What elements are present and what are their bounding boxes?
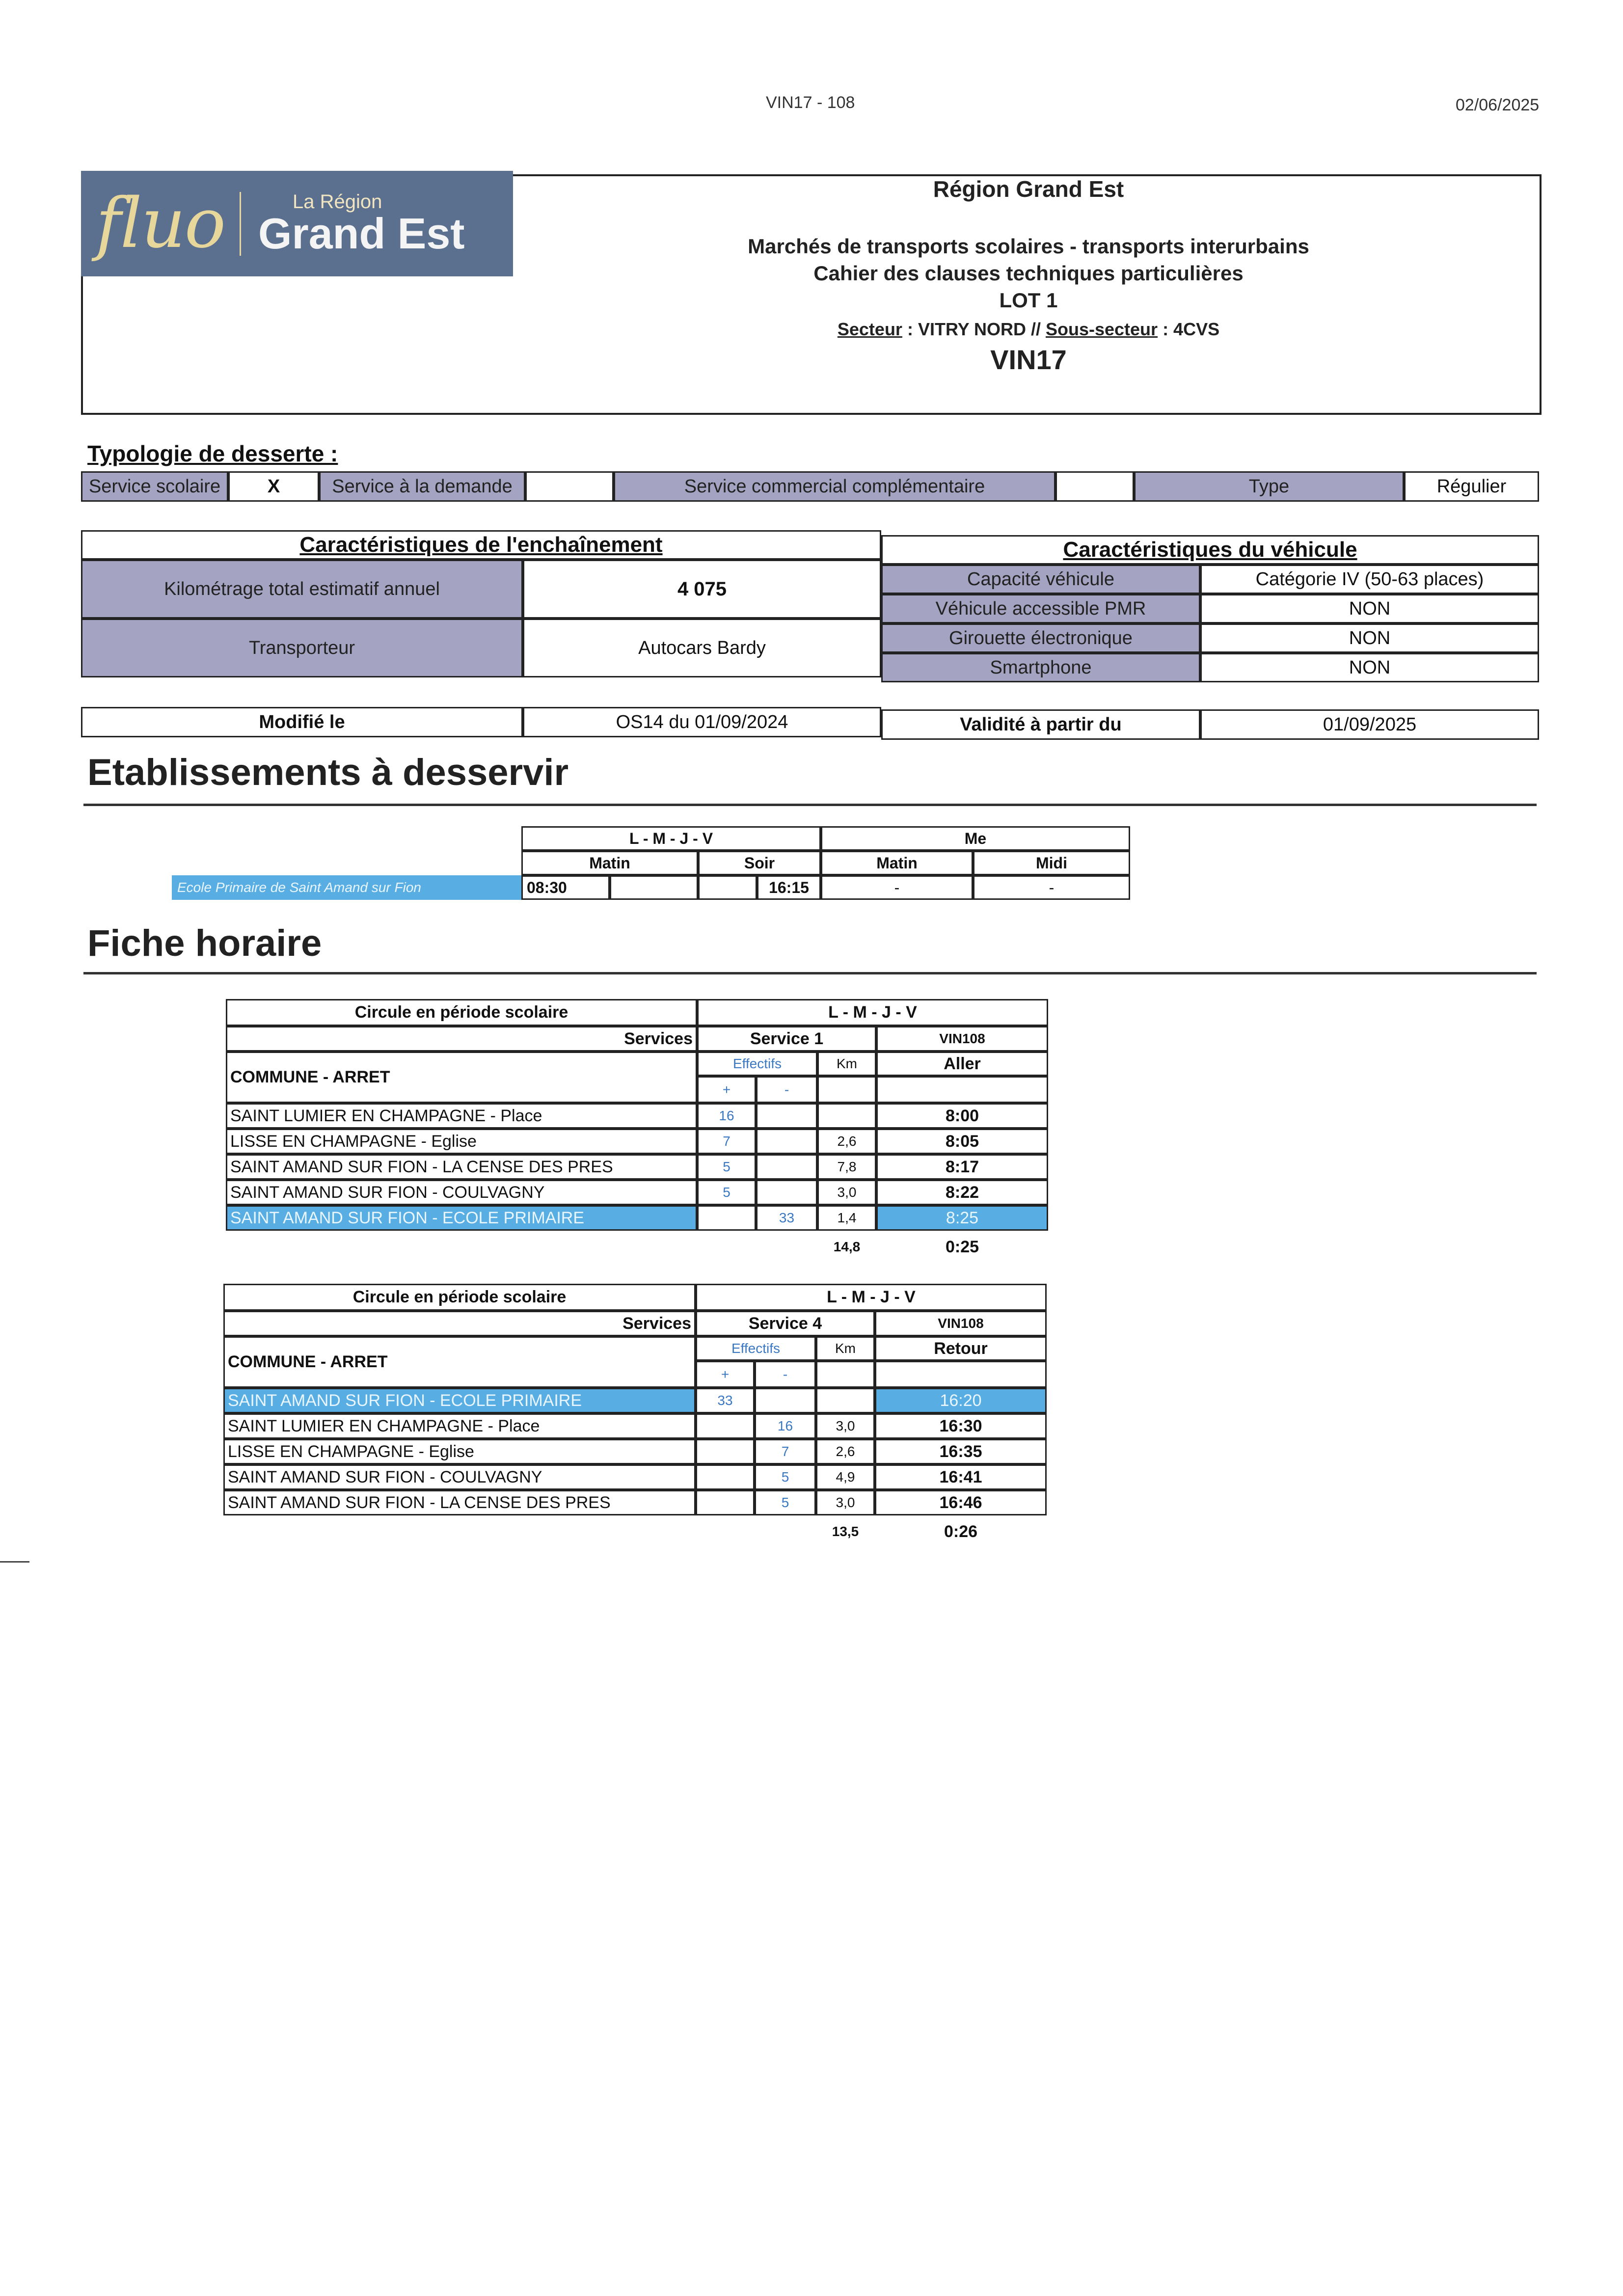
table-row-stop: SAINT AMAND SUR FION - LA CENSE DES PRES <box>223 1490 696 1515</box>
document-date: 02/06/2025 <box>1456 96 1540 114</box>
km-label: Kilométrage total estimatif annuel <box>81 560 523 619</box>
table-row-stop: SAINT AMAND SUR FION - COULVAGNY <box>226 1180 697 1205</box>
tt1-km-label: Km <box>817 1052 876 1076</box>
etab-lmjv-header: L - M - J - V <box>521 826 821 851</box>
service-demande-value <box>525 471 614 502</box>
table-row-stop: SAINT AMAND SUR FION - ECOLE PRIMAIRE <box>226 1205 697 1231</box>
table-row-km <box>817 1103 876 1129</box>
table-row-plus: 33 <box>696 1388 755 1413</box>
type-label: Type <box>1134 471 1404 502</box>
tt2-dir-blank <box>875 1361 1047 1388</box>
tt1-direction: Aller <box>876 1052 1048 1076</box>
table-row-plus <box>696 1490 755 1515</box>
service-scolaire-value: X <box>228 471 319 502</box>
tt1-commune-label: COMMUNE - ARRET <box>226 1052 697 1103</box>
table-row-km: 3,0 <box>817 1180 876 1205</box>
enchainement-title: Caractéristiques de l'enchaînement <box>81 530 881 560</box>
transporteur-label: Transporteur <box>81 619 523 677</box>
table-row-plus <box>697 1205 756 1231</box>
modifie-label: Modifié le <box>81 707 523 737</box>
tt2-total-time: 0:26 <box>944 1522 978 1541</box>
tt1-km-blank <box>817 1076 876 1103</box>
fiche-rule <box>83 972 1537 974</box>
typologie-title: Typologie de desserte : <box>87 441 338 466</box>
validite-label: Validité à partir du <box>881 709 1200 740</box>
table-row-minus: 7 <box>755 1439 816 1464</box>
table-row-plus <box>696 1439 755 1464</box>
tt2-services-label: Services <box>223 1311 696 1336</box>
table-row-time: 16:20 <box>875 1388 1047 1413</box>
table-row-minus: 5 <box>755 1490 816 1515</box>
vehicule-pmr-label: Véhicule accessible PMR <box>881 594 1200 623</box>
table-row-minus <box>756 1154 817 1180</box>
tt2-days: L - M - J - V <box>696 1284 1047 1311</box>
logo-separator <box>240 192 241 256</box>
tt2-total-km: 13,5 <box>832 1524 859 1539</box>
table-row-time: 16:46 <box>875 1490 1047 1515</box>
tt2-plus-label: + <box>696 1361 755 1388</box>
vehicule-girouette-value: NON <box>1200 623 1539 653</box>
table-row-plus <box>696 1464 755 1490</box>
table-row-time: 8:25 <box>876 1205 1048 1231</box>
table-row-stop: SAINT AMAND SUR FION - COULVAGNY <box>223 1464 696 1490</box>
table-row-time: 16:30 <box>875 1413 1047 1439</box>
table-row-minus <box>756 1180 817 1205</box>
tt1-minus-label: - <box>756 1076 817 1103</box>
tt2-km-blank <box>816 1361 875 1388</box>
service-scolaire-label: Service scolaire <box>81 471 228 502</box>
etablissements-rule <box>83 804 1537 806</box>
table-row-plus: 7 <box>697 1129 756 1154</box>
title-code: VIN17 <box>990 344 1067 375</box>
tt2-service-name: Service 4 <box>696 1311 875 1336</box>
vehicule-girouette-label: Girouette électronique <box>881 623 1200 653</box>
tt2-direction: Retour <box>875 1336 1047 1361</box>
table-row-minus: 5 <box>755 1464 816 1490</box>
tt2-minus-label: - <box>755 1361 816 1388</box>
tt1-total-time: 0:25 <box>945 1237 979 1256</box>
tt1-days: L - M - J - V <box>697 999 1048 1026</box>
tt2-period: Circule en période scolaire <box>223 1284 696 1311</box>
title-secteur: Secteur : VITRY NORD // Sous-secteur : 4CVS <box>837 319 1220 339</box>
title-lot: LOT 1 <box>999 289 1058 312</box>
tt1-service-code: VIN108 <box>876 1026 1048 1052</box>
table-row-minus <box>756 1103 817 1129</box>
tt1-dir-blank <box>876 1076 1048 1103</box>
etab-matin-time: 08:30 <box>521 875 610 900</box>
vehicule-capacite-label: Capacité véhicule <box>881 565 1200 594</box>
table-row-minus <box>755 1388 816 1413</box>
title-line2: Cahier des clauses techniques particulières <box>813 262 1244 285</box>
service-commercial-label: Service commercial complémentaire <box>614 471 1055 502</box>
tt1-effectifs-label: Effectifs <box>697 1052 817 1076</box>
table-row-km: 4,9 <box>816 1464 875 1490</box>
vehicule-smartphone-label: Smartphone <box>881 653 1200 682</box>
table-row-km: 1,4 <box>817 1205 876 1231</box>
tt2-commune-label: COMMUNE - ARRET <box>223 1336 696 1388</box>
tt1-plus-label: + <box>697 1076 756 1103</box>
tt1-service-name: Service 1 <box>697 1026 876 1052</box>
vehicule-capacite-value: Catégorie IV (50-63 places) <box>1200 565 1539 594</box>
modifie-value: OS14 du 01/09/2024 <box>523 707 881 737</box>
table-row-plus <box>696 1413 755 1439</box>
tt1-period: Circule en période scolaire <box>226 999 697 1026</box>
document-code: VIN17 - 108 <box>766 93 855 112</box>
table-row-plus: 16 <box>697 1103 756 1129</box>
table-row-minus: 16 <box>755 1413 816 1439</box>
logo-region-name: Grand Est <box>258 209 465 258</box>
table-row-minus: 33 <box>756 1205 817 1231</box>
etab-me-header: Me <box>821 826 1130 851</box>
table-row-km <box>816 1388 875 1413</box>
table-row-plus: 5 <box>697 1154 756 1180</box>
transporteur-value: Autocars Bardy <box>523 619 881 677</box>
table-row-stop: LISSE EN CHAMPAGNE - Eglise <box>226 1129 697 1154</box>
tt2-effectifs-label: Effectifs <box>696 1336 816 1361</box>
tt2-service-code: VIN108 <box>875 1311 1047 1336</box>
table-row-km: 2,6 <box>817 1129 876 1154</box>
table-row-time: 16:41 <box>875 1464 1047 1490</box>
table-row-stop: SAINT LUMIER EN CHAMPAGNE - Place <box>223 1413 696 1439</box>
etab-matin-empty <box>610 875 698 900</box>
title-line1: Marchés de transports scolaires - transports interurbains <box>748 235 1309 258</box>
vehicule-smartphone-value: NON <box>1200 653 1539 682</box>
logo-grand-est <box>258 192 465 256</box>
table-row-km: 3,0 <box>816 1490 875 1515</box>
etab-school-name: Ecole Primaire de Saint Amand sur Fion <box>172 875 521 900</box>
table-row-stop: LISSE EN CHAMPAGNE - Eglise <box>223 1439 696 1464</box>
etab-me-midi-value: - <box>973 875 1130 900</box>
table-row-time: 8:00 <box>876 1103 1048 1129</box>
table-row-km: 2,6 <box>816 1439 875 1464</box>
table-row-km: 7,8 <box>817 1154 876 1180</box>
fiche-title: Fiche horaire <box>87 922 322 964</box>
table-row-minus <box>756 1129 817 1154</box>
table-row-stop: SAINT LUMIER EN CHAMPAGNE - Place <box>226 1103 697 1129</box>
km-value: 4 075 <box>523 560 881 619</box>
region-logo <box>81 171 513 276</box>
vehicule-pmr-value: NON <box>1200 594 1539 623</box>
table-row-plus: 5 <box>697 1180 756 1205</box>
tt1-services-label: Services <box>226 1026 697 1052</box>
etab-soir-header: Soir <box>698 851 821 875</box>
tt2-km-label: Km <box>816 1336 875 1361</box>
table-row-km: 3,0 <box>816 1413 875 1439</box>
etab-me-matin-value: - <box>821 875 973 900</box>
etab-me-matin-header: Matin <box>821 851 973 875</box>
scan-edge-mark <box>0 1561 29 1563</box>
etablissements-title: Etablissements à desservir <box>87 752 569 793</box>
logo-region-small: La Région <box>293 190 382 213</box>
etab-soir-time: 16:15 <box>757 875 821 900</box>
etab-midi-header: Midi <box>973 851 1130 875</box>
vehicule-title: Caractéristiques du véhicule <box>881 535 1539 565</box>
table-row-time: 8:17 <box>876 1154 1048 1180</box>
service-commercial-value <box>1055 471 1134 502</box>
validite-value: 01/09/2025 <box>1200 709 1539 740</box>
table-row-stop: SAINT AMAND SUR FION - ECOLE PRIMAIRE <box>223 1388 696 1413</box>
table-row-time: 8:05 <box>876 1129 1048 1154</box>
service-demande-label: Service à la demande <box>319 471 525 502</box>
logo-fluo-text: fluo <box>96 184 225 264</box>
table-row-stop: SAINT AMAND SUR FION - LA CENSE DES PRES <box>226 1154 697 1180</box>
title-region: Région Grand Est <box>933 176 1124 202</box>
table-row-time: 8:22 <box>876 1180 1048 1205</box>
tt1-total-km: 14,8 <box>833 1239 861 1254</box>
etab-soir-empty <box>698 875 757 900</box>
etab-matin-header: Matin <box>521 851 698 875</box>
table-row-time: 16:35 <box>875 1439 1047 1464</box>
type-value: Régulier <box>1404 471 1539 502</box>
